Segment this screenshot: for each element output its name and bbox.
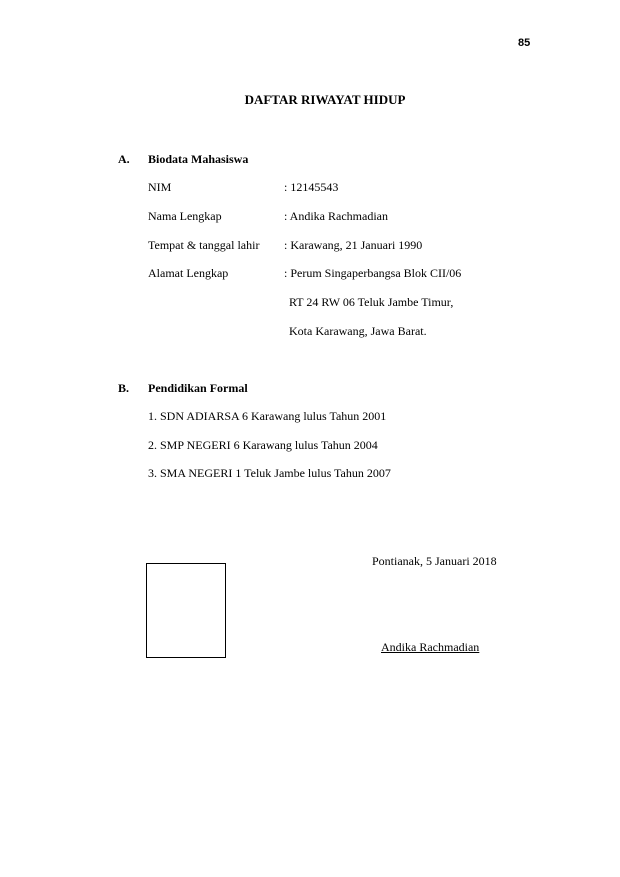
address-label: Alamat Lengkap xyxy=(148,266,229,280)
page-number: 85 xyxy=(518,37,531,49)
address-line-3: Kota Karawang, Jawa Barat. xyxy=(289,324,427,338)
nim-value: : 12145543 xyxy=(284,180,339,194)
photo-placeholder-box xyxy=(146,563,226,658)
section-b-heading: Pendidikan Formal xyxy=(148,381,248,395)
full-name-label: Nama Lengkap xyxy=(148,209,222,223)
education-item: 3. SMA NEGERI 1 Teluk Jambe lulus Tahun 2007 xyxy=(148,466,391,480)
birth-place-date-label: Tempat & tanggal lahir xyxy=(148,238,260,252)
place-date: Pontianak, 5 Januari 2018 xyxy=(372,554,497,568)
address-line-2: RT 24 RW 06 Teluk Jambe Timur, xyxy=(289,295,454,309)
full-name-value: : Andika Rachmadian xyxy=(284,209,388,223)
section-a-heading: Biodata Mahasiswa xyxy=(148,152,249,166)
section-b-letter: B. xyxy=(118,381,130,395)
address-value: : Perum Singaperbangsa Blok CII/06 xyxy=(284,266,462,280)
education-item: 1. SDN ADIARSA 6 Karawang lulus Tahun 2001 xyxy=(148,409,387,423)
birth-place-date-value: : Karawang, 21 Januari 1990 xyxy=(284,238,423,252)
section-a-letter: A. xyxy=(118,152,130,166)
education-item: 2. SMP NEGERI 6 Karawang lulus Tahun 2004 xyxy=(148,438,378,452)
signer-name: Andika Rachmadian xyxy=(381,640,480,654)
document-title: DAFTAR RIWAYAT HIDUP xyxy=(244,92,406,107)
nim-label: NIM xyxy=(148,180,172,194)
